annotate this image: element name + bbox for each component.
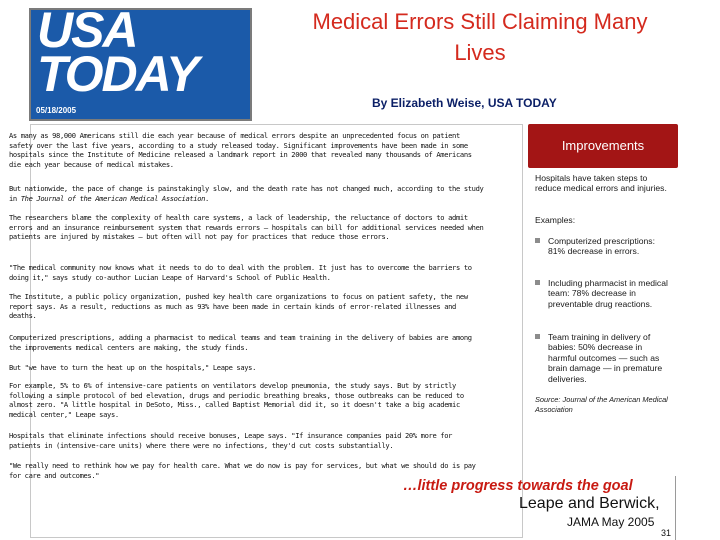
byline: By Elizabeth Weise, USA TODAY bbox=[372, 96, 557, 110]
sidebar-source: Source: Journal of the American Medical Association bbox=[535, 395, 668, 414]
improvements-header: Improvements bbox=[528, 124, 678, 168]
article-paragraph-8: For example, 5% to 6% of intensive-care patients on ventilators develop pneumonia, the study says. But by strictly following a simple protocol of bed elevation, drugs and periodic breathing breaks, those outbreaks can be reduced to almost zero. "A little hospital in DeSoto, Miss., called Baptist Memorial did it, so it doesn't take a big academic medical center," Leape says. bbox=[9, 381, 464, 419]
article-paragraph-9: Hospitals that eliminate infections should receive bonuses, Leape says. "If insurance companies paid 20% more for patients in (intensive-care units) where there were no infections, they'd cut costs substantially. bbox=[9, 431, 453, 450]
article-paragraph-5: The Institute, a public policy organization, pushed key health care organizations to focus on patient safety, the new report says. As a result, reductions as much as 93% have been made in certain kinds of error-related illnesses and deaths. bbox=[9, 292, 468, 321]
article-paragraph-3: The researchers blame the complexity of health care systems, a lack of leadership, the reluctance of doctors to admit errors and an insurance reimbursement system that rewards errors — hospitals can bill for additional services needed when patients are injured by mistakes — but often will not pay for practices that reduce those errors. bbox=[9, 213, 484, 242]
para2-suffix: . bbox=[205, 193, 209, 203]
bullet-text: Computerized prescriptions: 81% decrease in errors. bbox=[548, 236, 655, 257]
bullet-square-icon bbox=[535, 238, 540, 243]
logo-line-1: USA bbox=[37, 8, 137, 58]
quote-text: …little progress towards the goal bbox=[403, 478, 633, 494]
article-paragraph-4: "The medical community now knows what it needs to do to deal with the problem. It just has to overcome the barriers to doing it," says study co-author Lucian Leape of Harvard's School of Public Health. bbox=[9, 263, 472, 282]
logo-wordmark bbox=[37, 8, 247, 102]
article-paragraph-7: But "we have to turn the heat up on the hospitals," Leape says. bbox=[9, 363, 257, 372]
para2-prefix: But nationwide, the pace of change is painstakingly slow, and the death rate has not changed much, according to the study in bbox=[9, 184, 484, 203]
article-paragraph-2 bbox=[9, 184, 487, 203]
article-date: 05/18/2005 bbox=[36, 106, 77, 115]
slide-title: Medical Errors Still Claiming Many Lives bbox=[312, 9, 648, 65]
divider-line bbox=[675, 476, 676, 540]
bullet-square-icon bbox=[535, 280, 540, 285]
page-number: 31 bbox=[661, 528, 672, 538]
sidebar-intro: Hospitals have taken steps to reduce medical errors and injuries. bbox=[535, 173, 667, 194]
bullet-text: Team training in delivery of babies: 50% decrease in harmful outcomes — such as brain damage — in premature deliveries. bbox=[548, 332, 663, 384]
quote-journal: JAMA May 2005 bbox=[567, 515, 655, 529]
usa-today-logo bbox=[29, 8, 252, 121]
logo-line-2: TODAY bbox=[37, 46, 198, 102]
article-paragraph-6: Computerized prescriptions, adding a pharmacist to medical teams and team training in the delivery of babies are among the improvements medical centers are making, the study finds. bbox=[9, 333, 472, 352]
quote-authors: Leape and Berwick, bbox=[519, 495, 660, 512]
bullet-text: Including pharmacist in medical team: 78% decrease in preventable drug reactions. bbox=[548, 278, 668, 309]
article-paragraph-10: "We really need to rethink how we pay for health care. What we do now is pay for services, but what we should do is pay for care and outcomes." bbox=[9, 461, 476, 480]
bullet-square-icon bbox=[535, 334, 540, 339]
article-paragraph-1: As many as 98,000 Americans still die each year because of medical errors despite an unprecedented focus on patient safety over the last five years, according to a study released today. Significant improvements have been made in some hospitals since the Institute of Medicine released a landmark report in 2000 that revealed many thousands of Americans die each year because of medical mistakes. bbox=[9, 131, 472, 169]
para2-journal: The Journal of the American Medical Association bbox=[20, 193, 206, 203]
examples-label: Examples: bbox=[535, 215, 576, 225]
